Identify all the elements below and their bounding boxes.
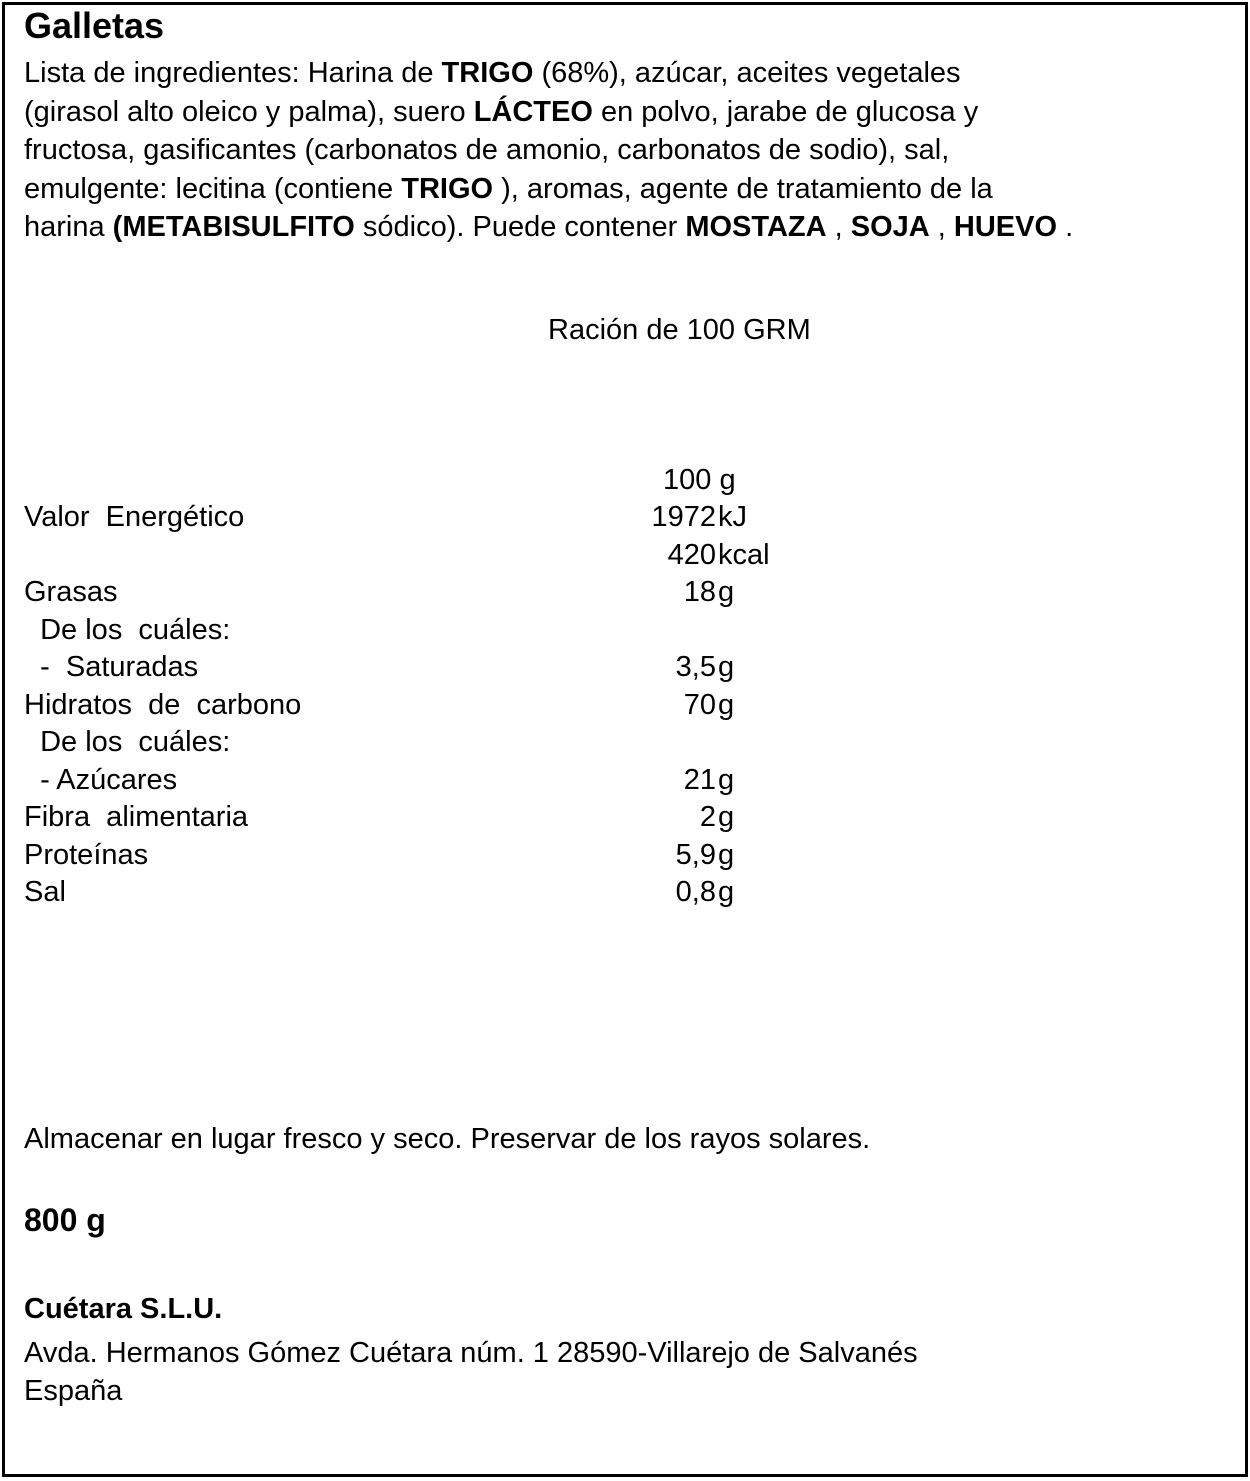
ingredients-line	[24, 170, 1073, 209]
nutrient-unit: g	[718, 801, 735, 833]
product-title: Galletas	[24, 5, 165, 46]
nutrient-unit: g	[718, 876, 735, 908]
nutrient-value: 21	[683, 763, 716, 796]
ingredient-text: emulgente: lecitina (contiene	[24, 172, 402, 205]
nutrient-label: Hidratos de carbono	[24, 688, 302, 721]
nutrient-unit: g	[718, 576, 735, 608]
allergen-text: HUEVO	[953, 211, 1058, 243]
allergen-text: MOSTAZA	[685, 211, 827, 243]
nutrient-label: Fibra alimentaria	[24, 801, 249, 833]
nutrient-unit: g	[718, 688, 735, 721]
company-name: Cuétara S.L.U.	[24, 1293, 223, 1325]
nutrient-label: De los cuáles:	[24, 726, 231, 758]
nutrient-label: Grasas	[24, 576, 118, 608]
ingredients-line	[24, 131, 1073, 170]
storage-instructions: Almacenar en lugar fresco y seco. Preservar de los rayos solares.	[24, 1123, 871, 1155]
nutrient-label: - Saturadas	[24, 651, 199, 683]
allergen-text: TRIGO	[401, 172, 494, 205]
nutrient-unit: g	[718, 651, 735, 683]
allergen-text: SOJA	[850, 211, 930, 243]
company-address: Avda. Hermanos Gómez Cuétara núm. 1 28590-Villarejo de Salvanés	[24, 1337, 918, 1369]
nutrient-unit: g	[718, 763, 735, 796]
allergen-text: LÁCTEO	[473, 95, 593, 128]
nutrient-value: 5,9	[675, 838, 716, 871]
net-weight: 800 g	[24, 1202, 106, 1238]
ingredient-text: fructosa, gasificantes (carbonatos de amonio, carbonatos de sodio), sal,	[24, 134, 950, 166]
nutrient-label: Proteínas	[24, 838, 149, 871]
ingredient-text: sódico). Puede contener	[354, 211, 686, 243]
nutrient-unit: g	[718, 838, 735, 871]
nutrient-value: 1972	[651, 501, 716, 533]
allergen-text: (METABISULFITO	[112, 211, 355, 243]
ingredients-line	[24, 93, 1073, 132]
nutrient-unit: kcal	[718, 538, 770, 571]
ingredient-text: en polvo, jarabe de glucosa y	[592, 95, 979, 128]
ingredient-text: .	[1057, 211, 1074, 243]
allergen-text: TRIGO	[441, 57, 534, 89]
nutrient-value: 2	[699, 801, 716, 833]
nutrient-value: 0,8	[675, 876, 716, 908]
ingredient-text: ,	[826, 211, 851, 243]
nutrient-value: 70	[683, 688, 716, 721]
ingredient-text: ,	[929, 211, 954, 243]
nutrition-header: 100 g	[663, 464, 736, 496]
ingredient-text: (68%), azúcar, aceites vegetales	[533, 57, 961, 89]
nutrient-label: Sal	[24, 876, 66, 908]
nutrient-label: - Azúcares	[24, 763, 178, 796]
nutrient-unit: kJ	[718, 501, 747, 533]
ingredients-line	[24, 208, 1073, 247]
nutrient-label: Valor Energético	[24, 501, 245, 533]
ingredient-text: harina	[24, 211, 113, 243]
nutrient-label: De los cuáles:	[24, 613, 231, 646]
company-country: España	[24, 1375, 123, 1407]
serving-size: Ración de 100 GRM	[548, 314, 811, 346]
ingredients-line	[24, 54, 1073, 93]
ingredient-text: ), aromas, agente de tratamiento de la	[493, 172, 993, 205]
nutrient-value: 18	[683, 576, 716, 608]
ingredients-list	[24, 54, 1073, 247]
nutrient-value: 420	[667, 538, 716, 571]
nutrient-value: 3,5	[675, 651, 716, 683]
ingredient-text: Lista de ingredientes: Harina de	[24, 57, 442, 89]
ingredient-text: (girasol alto oleico y palma), suero	[24, 95, 474, 128]
